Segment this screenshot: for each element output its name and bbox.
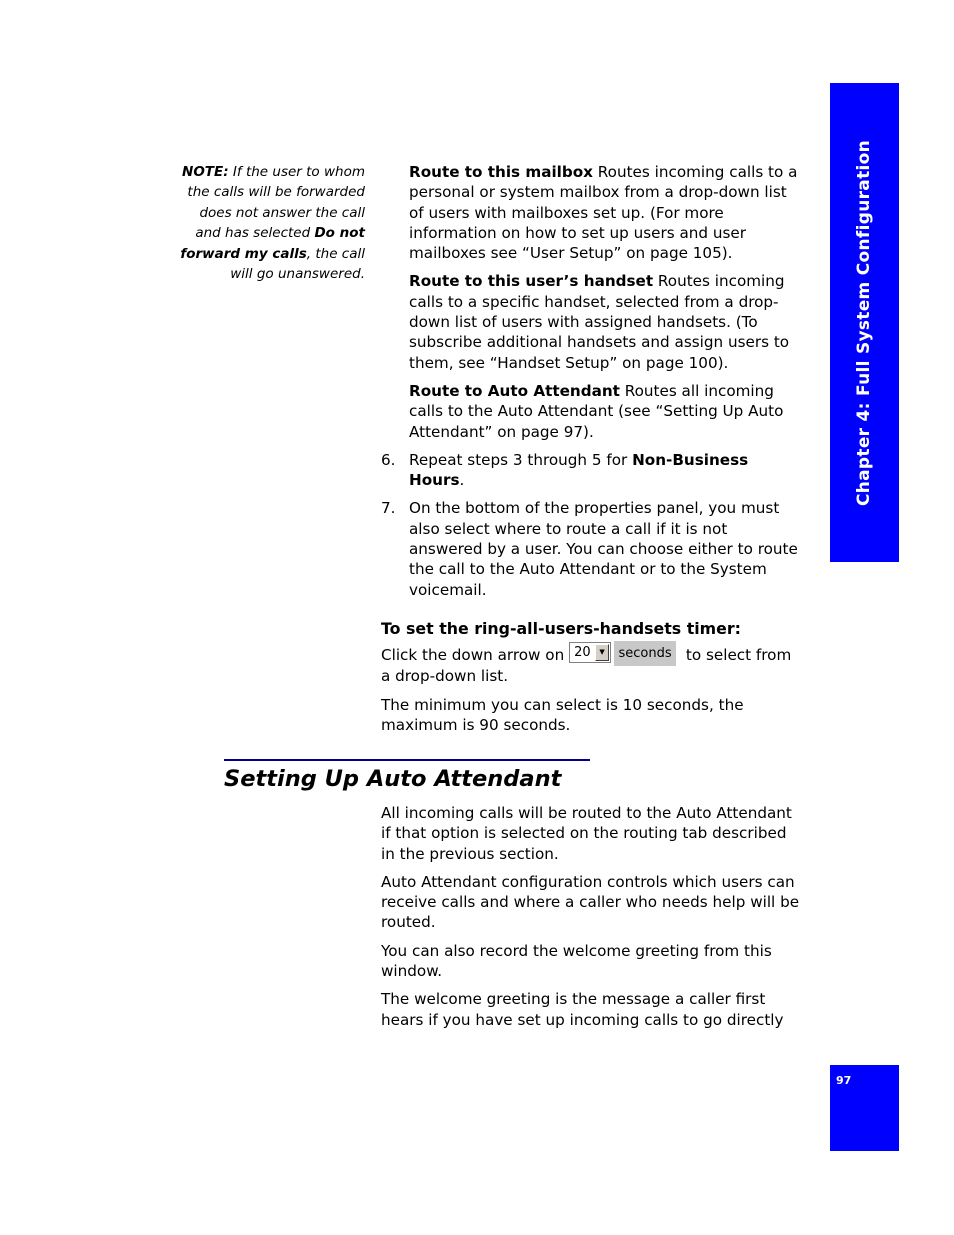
section-paragraph: The welcome greeting is the message a caller first hears if you have set up incoming calls to go directly	[381, 990, 784, 1029]
step-text: On the bottom of the properties panel, you must also select where to route a call if it is not answered by a user. You can choose either to route the call to the Auto Attendant or to the System voicemail.	[409, 499, 798, 599]
option-title: Route to this mailbox	[409, 163, 593, 181]
section-body	[381, 803, 801, 1038]
timer-limits: The minimum you can select is 10 seconds, the maximum is 90 seconds.	[381, 695, 744, 734]
section-paragraph: You can also record the welcome greeting from this window.	[381, 941, 772, 981]
step-after: .	[459, 471, 465, 490]
timer-text-before: Click the down arrow on	[381, 646, 570, 665]
seconds-label: seconds	[614, 641, 676, 666]
side-note	[180, 162, 365, 284]
section-rule	[224, 759, 590, 761]
option-handset	[381, 271, 799, 372]
option-auto-attendant	[381, 381, 799, 442]
chapter-tab	[830, 83, 899, 562]
note-text-2: , the call will go unanswered.	[230, 245, 365, 283]
note-label: NOTE:	[182, 164, 229, 180]
section-heading: Setting Up Auto Attendant	[224, 766, 562, 792]
option-text: Routes all incoming calls to the Auto Attendant (see “Setting Up Auto Attendant” on page 97).	[409, 381, 784, 441]
note-text-1: If the user to whom the calls will be forwarded does not answer the call and has selected	[187, 164, 365, 242]
note-bold-text: Do not forward my calls	[180, 225, 365, 262]
option-title: Route to Auto Attendant	[409, 381, 620, 400]
step-text: Repeat steps 3 through 5 for	[409, 450, 633, 469]
step-6	[381, 450, 799, 491]
page-number-box	[830, 1065, 899, 1151]
option-title: Route to this user’s handset	[409, 272, 654, 291]
chapter-title: Chapter 4: Full System Configuration	[854, 139, 874, 507]
select-value: 20	[574, 645, 591, 661]
down-arrow-icon[interactable]: ▼	[595, 644, 609, 661]
main-content	[381, 162, 799, 743]
option-text: Routes incoming calls to a specific handset, selected from a drop-down list of users with assigned handsets. (To subscribe additional handsets and assign users to them, see “Handset Setup” on page 100).	[409, 272, 790, 372]
step-7	[381, 498, 799, 599]
section-paragraph: All incoming calls will be routed to the Auto Attendant if that option is selected on the routing tab described in the previous section.	[381, 804, 792, 863]
step-number: 7.	[381, 499, 396, 518]
seconds-select[interactable]	[569, 642, 611, 663]
timer-instructions	[381, 645, 799, 686]
timer-heading: To set the ring-all-users-handsets timer:	[381, 618, 741, 638]
step-number: 6.	[381, 450, 396, 469]
option-mailbox	[381, 162, 799, 263]
option-text: Routes incoming calls to a personal or system mailbox from a drop-down list of users with mailboxes set up. (For more information on how to set up users and user mailboxes see “User Setup” on page 105).	[409, 163, 798, 263]
section-paragraph: Auto Attendant configuration controls which users can receive calls and where a caller who needs help will be routed.	[381, 872, 800, 932]
timer-text-after: to select from a drop-down list.	[381, 646, 792, 686]
step-bold: Non-Business Hours	[409, 450, 749, 490]
page-number: 97	[836, 1074, 852, 1087]
timer-widget-image	[569, 641, 677, 666]
